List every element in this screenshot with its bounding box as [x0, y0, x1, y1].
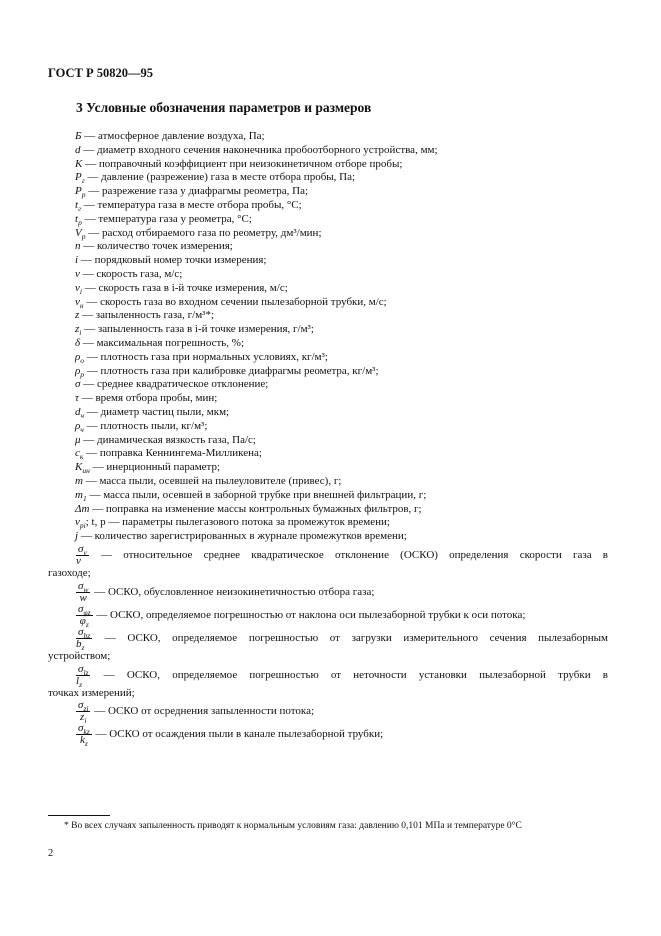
fraction-denominator — [76, 676, 90, 687]
definition-item — [48, 199, 608, 213]
denominator-subscript: z — [81, 642, 85, 652]
definition-subscript: ч — [80, 424, 84, 434]
definition-text: — количество зарегистрированных в журнале промежутков времени; — [78, 530, 407, 543]
definition-item — [48, 392, 608, 406]
definition-item — [48, 378, 608, 392]
definition-symbol: z — [75, 309, 80, 322]
definition-symbol: c — [75, 447, 80, 460]
definition-text: — расход отбираемого газа по реометру, дм³/мин; — [85, 226, 322, 239]
definition-text: — динамическая вязкость газа, Па/с; — [80, 433, 256, 446]
fraction — [76, 604, 93, 627]
fraction — [76, 544, 89, 567]
fraction-item — [48, 664, 608, 687]
definition-item — [48, 309, 608, 323]
fraction — [76, 581, 90, 604]
definition-item — [48, 530, 608, 544]
definition-text: — скорость газа во входном сечении пылезаборной трубки, м/с; — [83, 295, 387, 308]
fraction-item — [48, 627, 608, 650]
definition-item — [48, 296, 608, 310]
numerator-symbol: σ — [78, 579, 84, 592]
definition-text: — порядковый номер точки измерения; — [78, 254, 267, 267]
definition-subscript: н — [79, 300, 84, 310]
fraction-denominator — [76, 556, 89, 567]
definition-item — [48, 351, 608, 365]
definition-item — [48, 503, 608, 517]
fraction-text: — ОСКО, определяемое погрешностью от неточности установки пылезаборной трубки в — [91, 668, 608, 681]
definition-subscript: г — [78, 204, 81, 214]
definition-symbol: ρ — [75, 350, 81, 363]
denominator-subscript: z — [79, 679, 82, 689]
fraction — [76, 722, 92, 749]
denominator-symbol: l — [76, 674, 80, 687]
definition-subscript: ин — [82, 466, 90, 476]
denominator-symbol: φ — [79, 614, 86, 627]
definition-symbol: i — [75, 254, 79, 267]
definition-subscript: г — [81, 176, 85, 186]
fraction-denominator — [76, 734, 92, 749]
definition-subscript: к — [79, 452, 84, 462]
denominator-subscript: z — [85, 619, 89, 629]
definition-text: — масса пыли, осевшей в заборной трубке при внешней фильтрации, г; — [86, 488, 427, 501]
definition-subscript: р — [81, 231, 86, 241]
definition-item — [48, 434, 608, 448]
definition-subscript: о — [80, 355, 85, 365]
footnote: * Во всех случаях запыленность приводят к нормальным условиям газа: давлению 0,101 МПа и температуре 0°С — [64, 821, 522, 831]
definition-symbol: ρ — [75, 419, 81, 432]
definition-item — [48, 144, 608, 158]
definition-subscript: pi — [79, 521, 86, 531]
definition-symbol: τ — [75, 392, 79, 405]
definition-item — [48, 475, 608, 489]
fraction-continuation: устройством; — [48, 649, 111, 662]
denominator-symbol: z — [80, 711, 85, 724]
definition-text: — скорость газа, м/с; — [79, 267, 183, 280]
definition-subscript: р — [80, 369, 85, 379]
definition-text: — плотность газа при калибровке диафрагмы реометра, кг/м³; — [84, 364, 379, 377]
definition-text: — температура газа в месте отбора пробы, °С; — [81, 198, 302, 211]
fraction — [76, 699, 90, 726]
fraction-text: — относительное среднее квадратическое отклонение (ОСКО) определения скорости газа в — [89, 548, 608, 561]
definition-symbol: δ — [75, 336, 81, 349]
section-title: 3 Условные обозначения параметров и размеров — [76, 100, 372, 115]
definition-text: — максимальная погрешность, %; — [80, 336, 245, 349]
definition-symbol: σ — [75, 378, 81, 391]
definition-symbol: v — [75, 267, 80, 280]
definition-symbol: t — [75, 198, 79, 211]
fraction-item — [48, 722, 608, 749]
denominator-symbol: v — [76, 554, 81, 567]
definition-symbol: P — [75, 185, 82, 198]
definition-symbol: d — [75, 143, 81, 156]
numerator-subscript: bz — [83, 630, 91, 640]
definition-text: — плотность газа при нормальных условиях, кг/м³; — [84, 350, 328, 363]
fraction-item — [48, 604, 608, 627]
definition-item — [48, 489, 608, 503]
definition-symbol: t — [75, 212, 79, 225]
definition-item — [48, 158, 608, 172]
definition-text: — давление (разрежение) газа в месте отбора пробы, Па; — [84, 171, 356, 184]
numerator-subscript: v — [83, 548, 87, 558]
definition-item — [48, 323, 608, 337]
numerator-symbol: σ — [78, 542, 84, 555]
definitions-list — [48, 130, 608, 749]
fraction-denominator — [76, 639, 92, 650]
definition-item — [48, 213, 608, 227]
definition-symbol: V — [75, 226, 82, 239]
definition-symbol: d — [75, 405, 81, 418]
numerator-symbol: σ — [78, 722, 84, 735]
definition-text: — поправка Кеннингема-Милликена; — [83, 447, 262, 460]
fraction-text: — ОСКО, определяемое погрешностью от загрузки измерительного сечения пылезаборным — [93, 631, 608, 644]
fraction-item — [48, 699, 608, 726]
denominator-subscript: z — [84, 739, 88, 749]
definition-item — [48, 254, 608, 268]
definition-item — [48, 268, 608, 282]
definition-symbol: P — [75, 171, 82, 184]
definition-text: — поправка на изменение массы контрольных бумажных фильтров, г; — [89, 502, 422, 515]
definition-text: — разрежение газа у диафрагмы реометра, Па; — [85, 185, 309, 198]
definition-text: — диаметр частиц пыли, мкм; — [84, 405, 230, 418]
numerator-subscript: φz — [83, 607, 91, 617]
page-number: 2 — [48, 848, 54, 859]
definition-item — [48, 516, 608, 530]
definition-text: — инерционный параметр; — [89, 461, 221, 474]
definition-item — [48, 461, 608, 475]
fraction-text: — ОСКО, обусловленное неизокинетичностью отбора газа; — [91, 585, 375, 598]
definition-symbol: ρ — [75, 364, 81, 377]
fraction-continuation: точках измерений; — [48, 686, 135, 699]
definition-item — [48, 240, 608, 254]
definition-text: — диаметр входного сечения наконечника пробоотборного устройства, мм; — [80, 143, 438, 156]
definition-symbol: μ — [75, 433, 81, 446]
fraction — [76, 664, 90, 687]
definition-symbol: Б — [75, 130, 82, 142]
definition-item — [48, 447, 608, 461]
definition-subscript: р — [81, 190, 86, 200]
fraction-item — [48, 581, 608, 604]
denominator-symbol: k — [79, 734, 85, 747]
definition-symbol: m — [75, 474, 83, 487]
numerator-symbol: σ — [78, 662, 84, 675]
definition-subscript: 1 — [82, 493, 87, 503]
definition-text: — скорость газа в i-й точке измерения, м/с; — [81, 281, 288, 294]
definition-symbol: K — [75, 461, 83, 474]
definition-symbol: j — [75, 530, 79, 543]
numerator-symbol: σ — [78, 699, 84, 712]
denominator-symbol: w — [79, 591, 87, 604]
definition-subscript: i — [79, 286, 82, 296]
definition-text: — время отбора пробы, мин; — [78, 392, 218, 405]
definition-item — [48, 171, 608, 185]
fraction-text: — ОСКО от осреднения запыленности потока; — [91, 705, 315, 718]
footnote-rule — [48, 815, 110, 816]
definition-text: — плотность пыли, кг/м³; — [83, 419, 208, 432]
symbol-definitions — [48, 130, 608, 544]
document-header: ГОСТ Р 50820—95 — [48, 66, 154, 80]
fraction-continuation: газоходе; — [48, 566, 91, 579]
numerator-symbol: σ — [78, 625, 84, 638]
numerator-subscript: kz — [83, 727, 90, 737]
definition-item — [48, 227, 608, 241]
definition-symbol: K — [75, 157, 83, 170]
definition-symbol: z — [75, 323, 80, 336]
definition-text: — температура газа у реометра, °С; — [81, 212, 252, 225]
definition-item — [48, 185, 608, 199]
denominator-subscript: i — [84, 716, 87, 726]
definition-text: — среднее квадратическое отклонение; — [80, 378, 269, 391]
denominator-symbol: b — [76, 637, 82, 650]
definition-subscript: i — [79, 328, 82, 338]
definition-item — [48, 282, 608, 296]
fraction — [76, 627, 92, 650]
definition-symbol: n — [75, 240, 81, 253]
definition-text: — масса пыли, осевшей на пылеуловителе (привес), г; — [82, 474, 342, 487]
numerator-symbol: σ — [78, 602, 84, 615]
definition-symbol: v — [75, 295, 80, 308]
definition-text: ; t, p — параметры пылегазового потока за промежуток времени; — [85, 516, 390, 529]
fraction-definitions — [48, 542, 608, 749]
numerator-subscript: zi — [83, 704, 89, 714]
definition-symbol: Δm — [75, 502, 90, 515]
definition-item — [48, 365, 608, 379]
definition-text: — атмосферное давление воздуха, Па; — [81, 130, 265, 142]
numerator-subscript: w — [83, 584, 89, 594]
definition-subscript: р — [78, 217, 82, 227]
fraction-item — [48, 544, 608, 567]
definition-text: — запыленность газа, г/м³*; — [79, 309, 215, 322]
definition-text: — запыленность газа в i-й точке измерения, г/м³; — [81, 323, 314, 336]
definition-item — [48, 420, 608, 434]
numerator-subscript: lz — [83, 667, 89, 677]
fraction-text: — ОСКО от осаждения пыли в канале пылезаборной трубки; — [92, 728, 384, 741]
definition-subscript: ч — [80, 411, 85, 421]
definition-item — [48, 130, 608, 144]
definition-symbol: v — [75, 516, 80, 529]
fraction-text: — ОСКО, определяемое погрешностью от наклона оси пылезаборной трубки к оси потока; — [93, 608, 526, 621]
definition-symbol: m — [75, 488, 83, 501]
definition-item — [48, 406, 608, 420]
definition-item — [48, 337, 608, 351]
definition-symbol: v — [75, 281, 80, 294]
definition-text: — поправочный коэффициент при неизокинетичном отборе пробы; — [82, 157, 403, 170]
definition-text: — количество точек измерения; — [80, 240, 233, 253]
